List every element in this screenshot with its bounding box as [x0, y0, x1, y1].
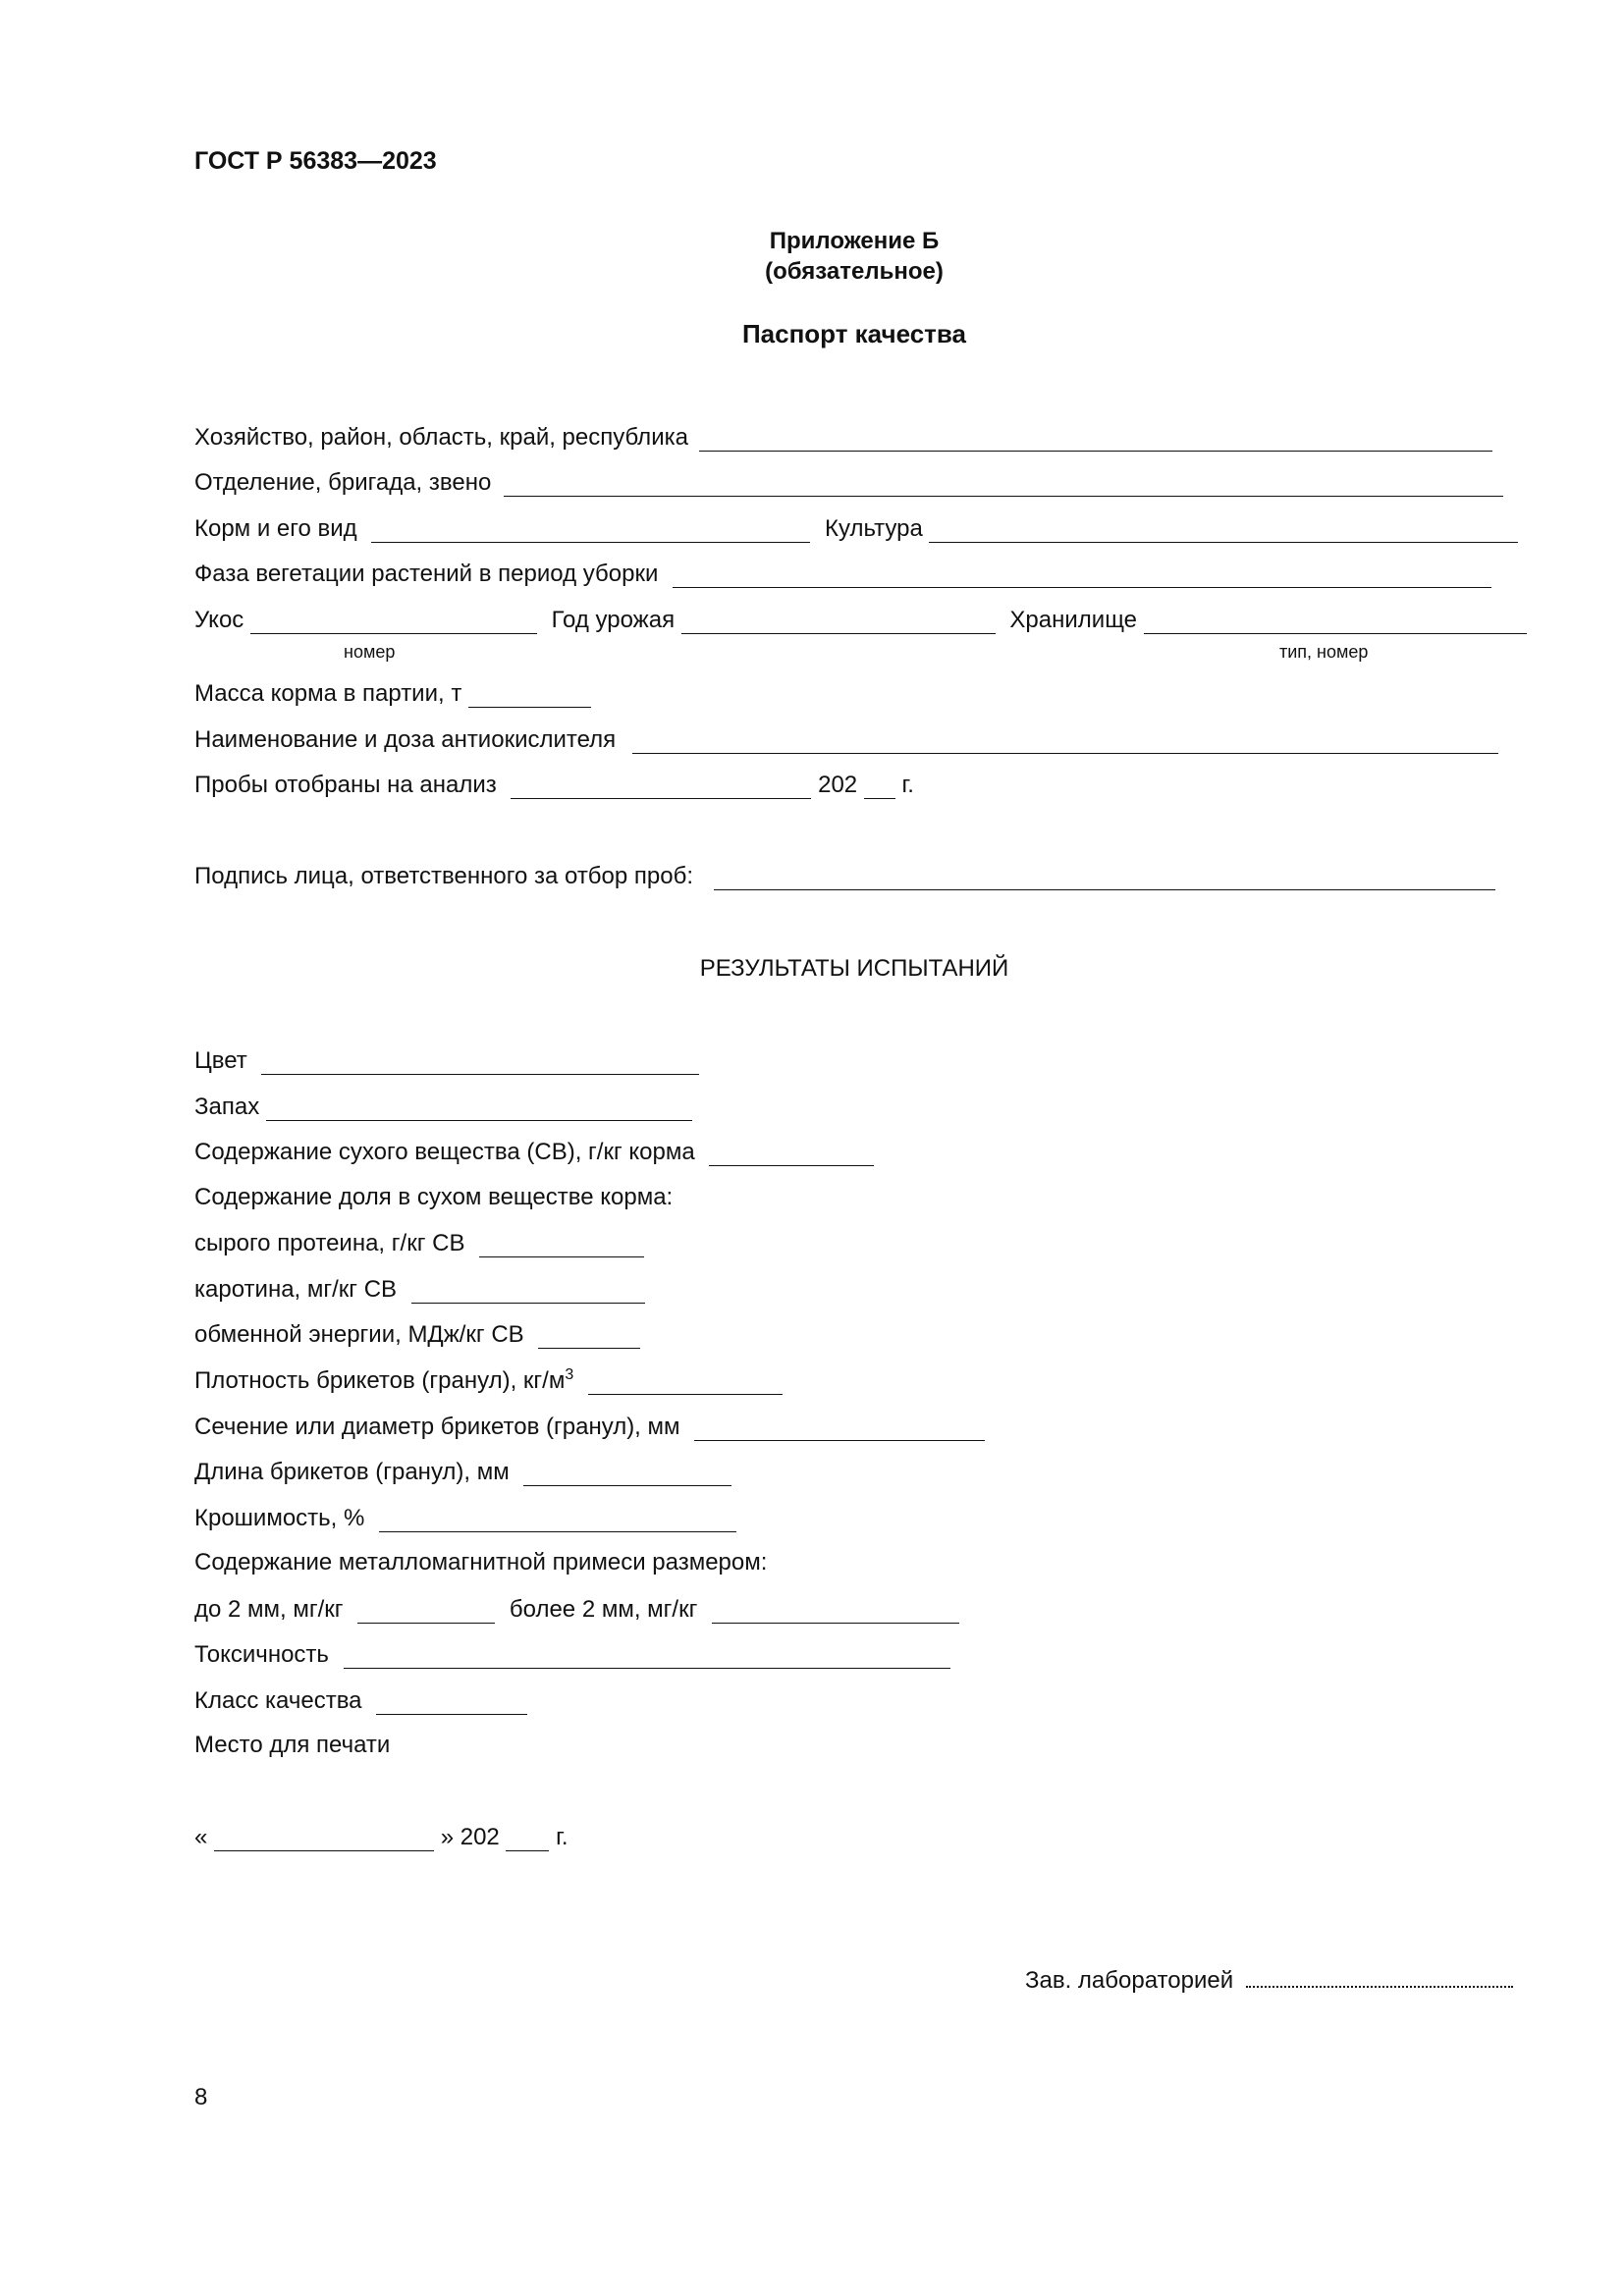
crumbling-label: Крошимость, %	[194, 1505, 365, 1531]
section-row	[194, 1413, 985, 1448]
smell-label: Запах	[194, 1094, 260, 1120]
lab-head-row	[1025, 1960, 1513, 1995]
toxicity-row	[194, 1640, 950, 1676]
antioxidant-label: Наименование и доза антиокислителя	[194, 726, 617, 753]
storage-field[interactable]	[1144, 606, 1527, 634]
farm-row	[194, 423, 1492, 458]
samples-year-prefix: 202	[818, 772, 858, 798]
quality-class-row	[194, 1686, 527, 1722]
feed-row	[194, 514, 1518, 550]
signature-row	[194, 862, 1495, 897]
metal-small-label: до 2 мм, мг/кг	[194, 1596, 344, 1623]
antioxidant-field[interactable]	[632, 725, 1498, 754]
dry-matter-row	[194, 1138, 874, 1173]
toxicity-label: Токсичность	[194, 1641, 329, 1668]
standard-header: ГОСТ Р 56383—2023	[194, 147, 437, 175]
color-field[interactable]	[261, 1046, 699, 1075]
density-unit-exponent: 3	[565, 1366, 574, 1383]
phase-label: Фаза вегетации растений в период уборки	[194, 561, 659, 587]
mass-row	[194, 679, 591, 715]
protein-field[interactable]	[479, 1229, 644, 1257]
metal-row	[194, 1595, 959, 1630]
quality-class-field[interactable]	[376, 1686, 527, 1715]
energy-label: обменной энергии, МДж/кг СВ	[194, 1321, 524, 1348]
toxicity-field[interactable]	[344, 1640, 950, 1669]
metal-heading-row	[194, 1549, 767, 1584]
signature-field[interactable]	[714, 862, 1495, 890]
smell-row	[194, 1093, 692, 1128]
dry-matter-field[interactable]	[709, 1138, 874, 1166]
division-row	[194, 468, 1503, 504]
phase-field[interactable]	[673, 560, 1491, 588]
density-label-text: Плотность брикетов (гранул), кг/м	[194, 1367, 566, 1394]
storage-hint: тип, номер	[1279, 642, 1369, 662]
culture-field[interactable]	[929, 514, 1518, 543]
cut-hint: номер	[344, 642, 396, 662]
date-year-field[interactable]	[506, 1823, 549, 1851]
smell-field[interactable]	[266, 1093, 692, 1121]
length-row	[194, 1458, 731, 1493]
density-row	[194, 1366, 783, 1402]
share-heading-row	[194, 1184, 673, 1219]
cut-field[interactable]	[250, 606, 537, 634]
antioxidant-row	[194, 725, 1498, 761]
farm-field[interactable]	[699, 423, 1492, 452]
metal-large-field[interactable]	[712, 1595, 959, 1624]
culture-label: Культура	[825, 515, 923, 542]
density-label	[194, 1367, 573, 1395]
dry-matter-label: Содержание сухого вещества (СВ), г/кг корма	[194, 1139, 695, 1165]
energy-row	[194, 1320, 640, 1356]
cut-row	[194, 606, 1527, 641]
protein-row	[194, 1229, 644, 1264]
section-field[interactable]	[694, 1413, 985, 1441]
feed-type-field[interactable]	[371, 514, 810, 543]
appendix-subtitle: (обязательное)	[765, 258, 944, 285]
cut-label: Укос	[194, 607, 244, 633]
phase-row	[194, 560, 1491, 595]
samples-year-field[interactable]	[864, 771, 895, 799]
results-title: РЕЗУЛЬТАТЫ ИСПЫТАНИЙ	[699, 955, 1009, 982]
crumbling-field[interactable]	[379, 1504, 736, 1532]
color-row	[194, 1046, 699, 1082]
stamp-label: Место для печати	[194, 1732, 391, 1758]
carotene-row	[194, 1275, 645, 1310]
division-field[interactable]	[504, 468, 1503, 497]
samples-row	[194, 771, 914, 806]
share-heading: Содержание доля в сухом веществе корма:	[194, 1184, 674, 1210]
protein-label: сырого протеина, г/кг СВ	[194, 1230, 465, 1256]
metal-small-field[interactable]	[357, 1595, 495, 1624]
length-label: Длина брикетов (гранул), мм	[194, 1459, 510, 1485]
feed-type-label: Корм и его вид	[194, 515, 357, 542]
stamp-row	[194, 1732, 390, 1767]
year-label: Год урожая	[551, 607, 676, 633]
lab-head-label: Зав. лабораторией	[1025, 1967, 1234, 1994]
mass-label: Масса корма в партии, т	[194, 680, 462, 707]
storage-label: Хранилище	[1009, 607, 1138, 633]
density-field[interactable]	[588, 1366, 783, 1395]
appendix-title: Приложение Б	[769, 228, 940, 254]
date-row	[194, 1823, 568, 1858]
quality-class-label: Класс качества	[194, 1687, 362, 1714]
energy-field[interactable]	[538, 1320, 640, 1349]
samples-year-suffix: г.	[901, 772, 914, 798]
carotene-label: каротина, мг/кг СВ	[194, 1276, 398, 1303]
page-number: 8	[194, 2084, 208, 2110]
date-open-quote: «	[194, 1824, 208, 1850]
mass-field[interactable]	[468, 679, 591, 708]
crumbling-row	[194, 1504, 736, 1539]
year-field[interactable]	[681, 606, 996, 634]
samples-label: Пробы отобраны на анализ	[194, 772, 497, 798]
farm-label: Хозяйство, район, область, край, республика	[194, 424, 688, 451]
metal-large-label: более 2 мм, мг/кг	[509, 1596, 698, 1623]
length-field[interactable]	[523, 1458, 731, 1486]
metal-heading: Содержание металломагнитной примеси размером:	[194, 1549, 768, 1575]
date-day-month-field[interactable]	[214, 1823, 434, 1851]
section-label: Сечение или диаметр брикетов (гранул), мм	[194, 1414, 680, 1440]
lab-head-signature-field[interactable]	[1246, 1960, 1513, 1988]
date-close-quote: » 202	[440, 1824, 500, 1850]
signature-label: Подпись лица, ответственного за отбор проб:	[194, 863, 694, 889]
color-label: Цвет	[194, 1047, 247, 1074]
samples-date-field[interactable]	[511, 771, 811, 799]
date-suffix: г.	[556, 1824, 568, 1850]
carotene-field[interactable]	[411, 1275, 645, 1304]
division-label: Отделение, бригада, звено	[194, 469, 492, 496]
document-title: Паспорт качества	[741, 319, 967, 348]
